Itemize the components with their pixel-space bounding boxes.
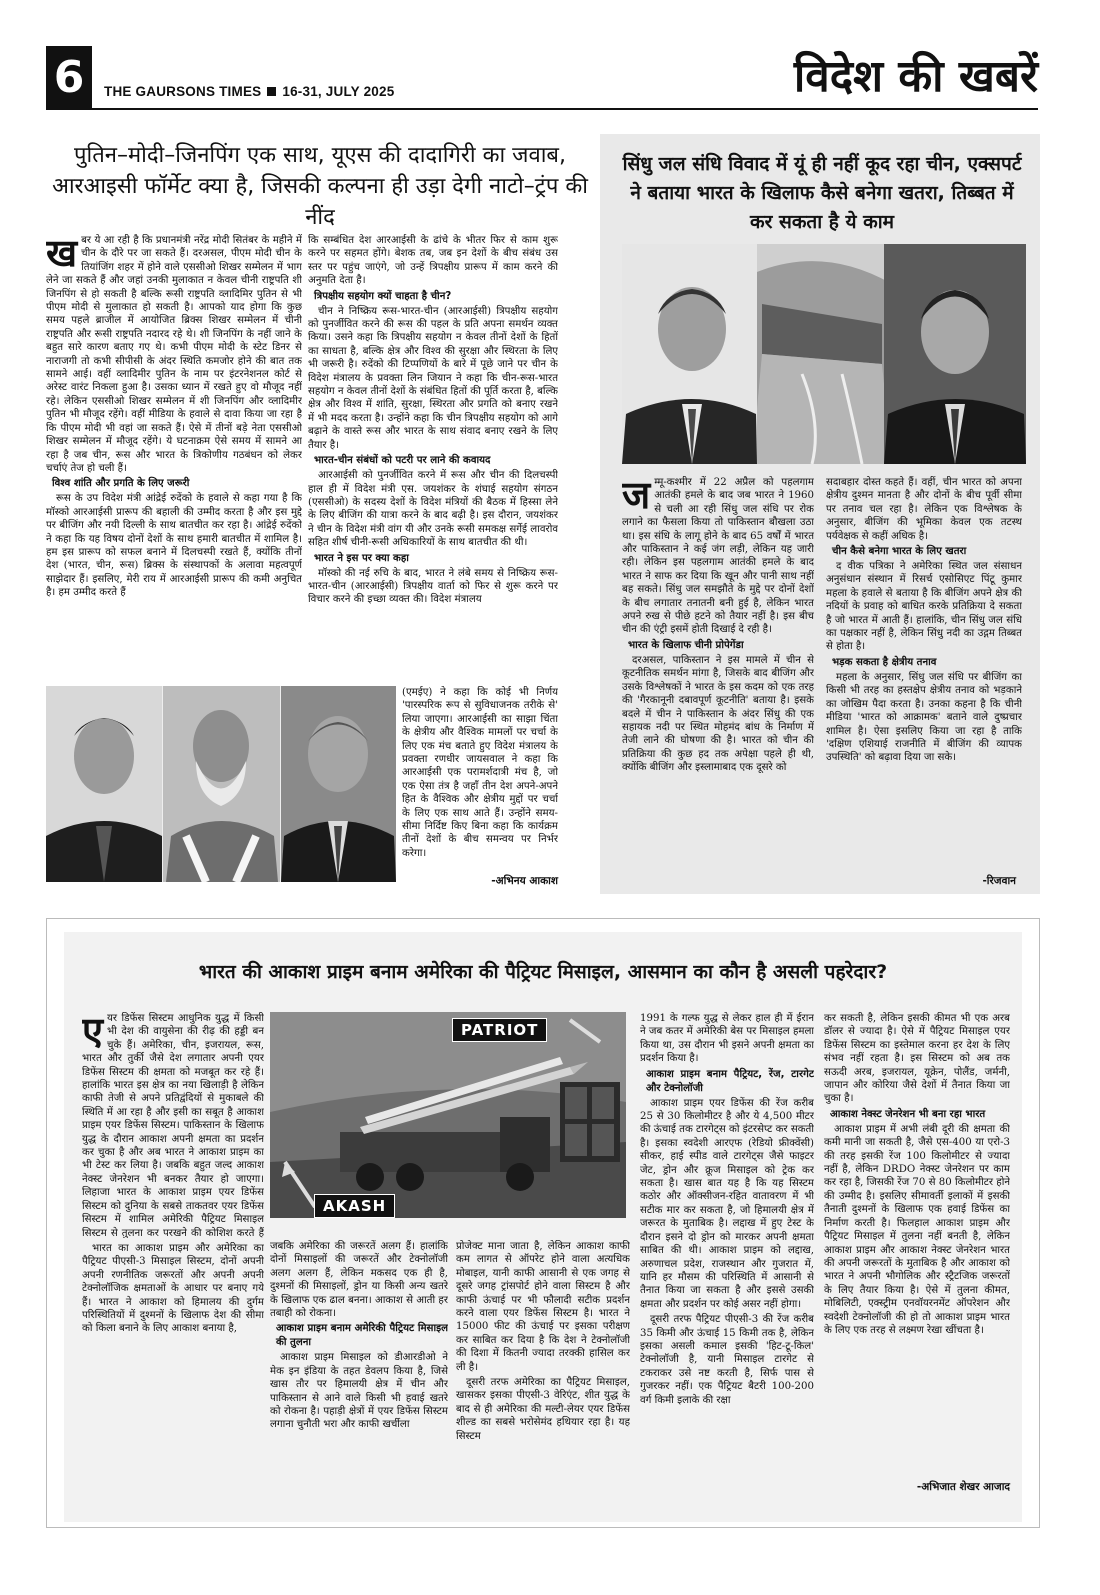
article2-paragraph: महला के अनुसार, सिंधु जल संधि पर बीजिंग का किसी भी तरह का हस्तक्षेप क्षेत्रीय तनाव को भड़काने का जोखिम पैदा करता है। उनका कहना है कि चीनी मीडिया 'भारत को आक्रामक' बताने वाले दुष्प्रचार शामिल है। ऐसा इसलिए किया जा रहा है ताकि 'दक्षिण एशियाई राजनीति में बीजिंग की व्यापक उपस्थिति' को बढ़ावा दिया जा सके।	[826, 671, 1022, 764]
article1-subheading: भारत-चीन संबंधों को पटरी पर लाने की कवायद	[314, 455, 491, 467]
article3-paragraph: 1991 के गल्फ युद्ध से लेकर हाल ही में ईरान ने जब कतर में अमेरिकी बेस पर मिसाइल हमला किया था, उस दौरान भी इसने अपनी क्षमता का प्रदर्शन किया है।	[640, 1013, 814, 1065]
article3-subheading: आकाश प्राइम बनाम अमेरिकी पैट्रियट मिसाइल की तुलना	[276, 1323, 448, 1349]
article2-byline: -रिजवान	[982, 875, 1016, 887]
article2-subheading: भड़क सकता है क्षेत्रीय तनाव	[832, 656, 937, 668]
article1-column-2	[308, 234, 558, 680]
article1-byline: -अभिनय आकाश	[491, 875, 558, 887]
article1-subheading: विश्व शांति और प्रगति के लिए जरूरी	[52, 478, 190, 490]
article3-paragraph: यर डिफेंस सिस्टम आधुनिक युद्ध में किसी भी देश की वायुसेना की रीढ़ की हड्डी बन चुके हैं। अमेरिका, चीन, इजरायल, रूस, भारत और तुर्की जैसे देश लगातार अपनी एयर डिफेंस सिस्टम की क्षमता को मजबूत कर रहे हैं। हालांकि भारत इस क्षेत्र का नया खिलाड़ी है लेकिन काफी तेजी से अपने प्रतिद्वंदियों से मुकाबले की स्थिति में आ रहा है और इसी का सबूत है आकाश प्राइम एयर डिफेंस सिस्टम। पाकिस्तान के खिलाफ युद्ध के दौरान आकाश अपनी क्षमता का प्रदर्शन कर चुका है और अब भारत ने आकाश प्राइम का भी टेस्ट कर लिया है। जबकि बहुत जल्द आकाश नेक्स्ट जेनरेशन भी बनकर तैयार हो जाएगा। लिहाजा भारत के आकाश प्राइम एयर डिफेंस सिस्टम को दुनिया के सबसे ताकतवर एयर डिफेंस सिस्टम में शामिल अमेरिकी पैट्रियट मिसाइल सिस्टम से तुलना कर परखने की कोशिश करते हैं	[82, 1013, 264, 1238]
article3-byline: -अभिजात शेखर आजाद	[916, 1481, 1010, 1493]
article2-subheading: भारत के खिलाफ चीनी प्रोपेगेंडा	[628, 639, 744, 651]
article1-paragraph: कि सम्बंधित देश आरआईसी के ढांचे के भीतर फिर से काम शुरू करने पर सहमत होंगे। बेशक तब, जब इन देशों के बीच संबंध उस स्तर पर पहुंच जाएंगे, जो उन्हें त्रिपक्षीय प्रारूप में काम करने की अनुमति देता है।	[308, 235, 558, 287]
article2-paragraph: सदाबहार दोस्त कहते हैं। वहीं, चीन भारत को अपना क्षेत्रीय दुश्मन मानता है और दोनों के बीच पूर्वी सीमा पर तनाव चल रहा है। लेकिन एक विश्लेषक के अनुसार, बीजिंग की भूमिका केवल एक तटस्थ पर्यवेक्षक से कहीं अधिक है।	[826, 477, 1022, 542]
article2-paragraph: दरअसल, पाकिस्तान ने इस मामले में चीन से कूटनीतिक समर्थन मांगा है, जिसके बाद बीजिंग और उसके विश्लेषकों ने भारत के इस कदम को एक तरह की 'गैरकानूनी दबावपूर्ण कूटनीति' बताया है। इसके बदले में चीन ने पाकिस्तान के अंदर सिंधु की एक सहायक नदी पर स्थित मोहमंद बांध के निर्माण में तेजी लाने की घोषणा की है। भारत को चीन की प्रतिक्रिया की कुछ हद तक अपेक्षा पहले ही थी, क्योंकि बीजिंग और इस्लामाबाद एक दूसरे को	[622, 654, 814, 774]
article2-photo-collage	[622, 244, 1026, 464]
article1-headline: पुतिन–मोदी–जिनपिंग एक साथ, यूएस की दादागिरी का जवाब, आरआइसी फॉर्मेट क्या है, जिसकी कल्पना ही उड़ा देगी नाटो–ट्रंप की नींद	[52, 143, 588, 230]
article1-column-2b	[402, 686, 558, 872]
article1-subheading: भारत ने इस पर क्या कहा	[314, 552, 409, 564]
article2-headline: सिंधु जल संधि विवाद में यूं ही नहीं कूद रहा चीन, एक्सपर्ट ने बताया भारत के खिलाफ कैसे बनेगा खतरा, तिब्बत में कर सकता है ये काम	[622, 153, 1022, 233]
page-number: 6	[46, 46, 92, 108]
article3-dropcap: ए	[82, 1012, 104, 1053]
article1-dropcap: ख	[46, 234, 78, 275]
article2-subheading: चीन कैसे बनेगा भारत के लिए खतरा	[832, 546, 967, 558]
article1-paragraph: चीन ने निष्क्रिय रूस-भारत-चीन (आरआईसी) त्रिपक्षीय सहयोग को पुनर्जीवित करने की रूस की पहल के प्रति अपना समर्थन व्यक्त किया। उसने कहा कि त्रिपक्षीय सहयोग न केवल तीनों देशों के हितों का साधता है, बल्कि क्षेत्र और विश्व की सुरक्षा और स्थिरता के लिए भी जरूरी है। रुदेंको की टिप्पणियों के बारे में पूछे जाने पर चीन के विदेश मंत्रालय के प्रवक्ता लिन जियान ने कहा कि चीन-रूस-भारत सहयोग न केवल तीनों देशों के संबंधित हितों की पूर्ति करता है, बल्कि क्षेत्र और विश्व में शांति, सुरक्षा, स्थिरता और प्रगति को बनाए रखने में भी मदद करता है। उन्होंने कहा कि चीन त्रिपक्षीय सहयोग को आगे बढ़ाने के वास्ते रूस और भारत के साथ संवाद बनाए रखने के लिए तैयार है।	[308, 305, 558, 451]
article3-column-3	[456, 1240, 630, 1502]
article3-column-4	[640, 1012, 814, 1502]
article1-column-1	[46, 234, 302, 680]
article1-subheading: त्रिपक्षीय सहयोग क्यों चाहता है चीन?	[314, 290, 452, 302]
article3-column-5	[824, 1012, 1010, 1474]
article3-photo-missiles	[270, 1012, 626, 1218]
article3-paragraph: दूसरी तरफ पैट्रियट पीएसी-3 की रेंज करीब 35 किमी और ऊंचाई 15 किमी तक है, लेकिन इसका असली कमाल इसकी 'हिट-टू-किल' टेक्नोलॉजी है, यानी मिसाइल टारगेट से टकराकर उसे नष्ट करती है, सिर्फ पास से गुजरकर नहीं। एक पैट्रियट बैटरी 100-200 वर्ग किमी इलाके की रक्षा	[640, 1314, 814, 1406]
article1-paragraph: (एमईए) ने कहा कि कोई भी निर्णय 'पारस्परिक रूप से सुविधाजनक तरीके से' लिया जाएगा। आरआईसी का साझा चिंता के क्षेत्रीय और वैश्विक मामलों पर चर्चा के लिए एक मंच बताते हुए विदेश मंत्रालय के प्रवक्ता रणधीर जायसवाल ने कहा कि आरआईसी एक परामर्शदात्री मंच है, जो एक ऐसा तंत्र है जहाँ तीन देश अपने-अपने हित के वैश्विक और क्षेत्रीय मुद्दों पर चर्चा के लिए एक साथ आते हैं। उन्होंने समय-सीमा निर्दिष्ट किए बिना कहा कि कार्यक्रम तीनों देशों के बीच समन्वय पर निर्भर करेगा।	[402, 687, 558, 859]
publication-name: THE GAURSONS TIMES	[104, 84, 262, 99]
article1-photo-leaders	[46, 686, 396, 882]
article3-paragraph: प्रोजेक्ट माना जाता है, लेकिन आकाश काफी कम लागत से ऑपरेट होने वाला अत्यधिक मोबाइल, यानी काफी आसानी से एक जगह से दूसरे जगह ट्रांसपोर्ट होने वाला सिस्टम है और काफी ऊंचाई पर भी फौलादी सटीक प्रदर्शन करने वाला एयर डिफेंस सिस्टम है। भारत ने 15000 फीट की ऊंचाई पर इसका परीक्षण कर साबित कर दिया है कि देश ने टेक्नोलॉजी की दिशा में कितनी ज्यादा तरक्की हासिल कर ली है।	[456, 1241, 630, 1373]
article2-column-2	[826, 476, 1022, 872]
article2-dropcap: ज	[622, 476, 651, 517]
article3-subheading: आकाश नेक्स्ट जेनरेशन भी बना रहा भारत	[830, 1108, 986, 1120]
article3-paragraph: आकाश प्राइम एयर डिफेंस की रेंज करीब 25 से 30 किलोमीटर है और ये 4,500 मीटर की ऊंचाई तक टारगेट्स को इंटरसेप्ट कर सकती है। इसका स्वदेशी आरएफ (रेडियो फ्रीक्वेंसी) सीकर, हाई स्पीड वाले टारगेट्स जैसे फाइटर जेट, ड्रोन और क्रूज मिसाइल को ट्रेक कर सकता है। खास बात यह है कि यह सिस्टम कठोर और ऑक्सीजन-रहित वातावरण में भी सटीक मार कर सकता है, जो हिमालयी क्षेत्र में जरूरत के मुताबिक है। लद्दाख में हुए टेस्ट के दौरान इसने दो ड्रोन को मारकर अपनी क्षमता साबित की थी। आकाश प्राइम को लद्दाख, अरुणाचल प्रदेश, राजस्थान और गुजरात में, यानि हर मौसम की परिस्थिति में आसानी से तैनात किया जा सकता है और इससे उसकी क्षमता और प्रदर्शन पर कोई असर नहीं होगा।	[640, 1097, 814, 1310]
article3-paragraph: कर सकती है, लेकिन इसकी कीमत भी एक अरब डॉलर से ज्यादा है। ऐसे में पैट्रियट मिसाइल एयर डिफेंस सिस्टम का इस्तेमाल करना हर देश के लिए संभव नहीं रहता है। इस सिस्टम को अब तक सऊदी अरब, इजरायल, यूक्रेन, पोलैंड, जर्मनी, जापान और कोरिया जैसे देशों में तैनात किया जा चुका है।	[824, 1013, 1010, 1105]
missile-illustration	[270, 1012, 626, 1218]
article3-paragraph: आकाश प्राइम में अभी लंबी दूरी की क्षमता की कमी मानी जा सकती है, जैसे एस-400 या एरो-3 की तरह इसकी रेंज 100 किलोमीटर से ज्यादा नहीं है, लेकिन DRDO नेक्स्ट जेनरेशन पर काम कर रहा है, जिसकी रेंज 70 से 80 किलोमीटर होने की उम्मीद है। इसलिए सीमावर्ती इलाकों में इसकी तैनाती दुश्मनों के खिलाफ एक हवाई डिफेंस का निर्माण करती है। फिलहाल आकाश प्राइम और पैट्रियट मिसाइल में तुलना नहीं बनती है, लेकिन आकाश प्राइम और आकाश नेक्स्ट जेनरेशन भारत की अपनी जरूरतों के मुताबिक है और आकाश को भारत ने अपनी भौगोलिक और स्ट्रैटजिक जरूरतों के लिए तैयार किया है। ऐसे में तुलना कीमत, मोबिलिटी, एक्स्ट्रीम एनवॉयरनमेंट ऑपरेशन और स्वदेशी टेक्नोलॉजी की हो तो आकाश प्राइम भारत के लिए एक तरह से लक्ष्मण रेखा खींचता है।	[824, 1123, 1010, 1336]
article3-paragraph: जबकि अमेरिका की जरूरतें अलग हैं। हालांकि दोनों मिसाइलों की जरूरतें और टेक्नोलॉजी अलग अलग हैं, लेकिन मकसद एक ही है, दुश्मनों की मिसाइलों, ड्रोन या किसी अन्य खतरे के खिलाफ एक ढाल बनना। आकाश से आती हर तबाही को रोकना।	[270, 1241, 448, 1320]
article3-column-2	[270, 1240, 448, 1502]
leaders-photo-illustration	[46, 686, 396, 882]
issue-date: 16-31, JULY 2025	[282, 84, 395, 99]
article2-paragraph: म्मू-कश्मीर में 22 अप्रैल को पहलगाम आतंकी हमले के बाद जब भारत ने 1960 से चली आ रही सिंधु जल संधि पर रोक लगाने का फैसला किया तो पाकिस्तान बौखला उठा था। इस संधि के लागू होने के बाद 65 वर्षों में भारत और पाकिस्तान ने कई जंग लड़ी, लेकिन यह जारी रही। लेकिन इस पहलगाम आतंकी हमले के बाद भारत ने साफ कर दिया कि खून और पानी साथ नहीं बह सकते। सिंधु जल समझौते के मुद्दे पर दोनों देशों के बीच लगातार तनातनी बनी हुई है, लेकिन भारत अपने रुख से पीछे हटने को तैयार नहीं है। इस बीच चीन की एंट्री इसमें होती दिखाई दे रही है।	[622, 477, 814, 636]
article3-subheading: आकाश प्राइम बनाम पैट्रियट, रेंज, टारगेट और टेक्नोलॉजी	[646, 1068, 814, 1094]
article2-paragraph: द वीक पत्रिका ने अमेरिका स्थित जल संसाधन अनुसंधान संस्थान में रिसर्च एसोसिएट पिंटू कुमार महला के हवाले से बताया है कि बीजिंग अपने क्षेत्र की नदियों के प्रवाह को बाधित करके प्रतिक्रिया दे सकता है जो भारत में आती हैं। हालांकि, चीन सिंधु जल संधि का पक्षकार नहीं है, लेकिन सिंधु नदी का उद्गम तिब्बत से होता है।	[826, 561, 1022, 653]
article1-paragraph: रूस के उप विदेश मंत्री आंद्रेई रुदेंको के हवाले से कहा गया है कि मॉस्को आरआईसी प्रारूप की बहाली की उम्मीद करता है और इस मुद्दे पर बीजिंग और नयी दिल्ली के साथ बातचीत कर रहा है। आंद्रेई रुदेंको ने कहा कि यह विषय दोनों देशों के साथ हमारी बातचीत में शामिल है। हम इस प्रारूप को सफल बनाने में दिलचस्पी रखते हैं, क्योंकि तीनों देश (भारत, चीन, रूस) ब्रिक्स के संस्थापकों के अलावा महत्वपूर्ण साझेदार हैं। इसलिए, मेरी राय में आरआईसी प्रारूप की कमी अनुचित है। हम उम्मीद करते हैं	[46, 493, 302, 599]
article3-paragraph: दूसरी तरफ अमेरिका का पैट्रियट मिसाइल, खासकर इसका पीएसी-3 वेरिएंट, शीत युद्ध के बाद से ही अमेरिका की मल्टी-लेयर एयर डिफेंस शील्ड का सबसे भरोसेमंद हथियार रहा है। यह सिस्टम	[456, 1377, 630, 1442]
separator-square	[267, 87, 276, 96]
article3-headline: भारत की आकाश प्राइम बनाम अमेरिका की पैट्रियट मिसाइल, आसमान का कौन है असली पहरेदार?	[198, 961, 888, 983]
article1-paragraph: आरआईसी को पुनर्जीवित करने में रूस और चीन की दिलचस्पी हाल ही में विदेश मंत्री एस. जयशंकर के शंघाई सहयोग संगठन (एससीओ) के सदस्य देशों के विदेश मंत्रियों की बैठक में हिस्सा लेने के लिए बीजिंग की यात्रा करने के बाद बढ़ी है। इस दौरान, जयशंकर ने चीन के विदेश मंत्री वांग यी और उनके रूसी समकक्ष सर्गेई लावरोव सहित शीर्ष चीनी-रूसी अधिकारियों के साथ बातचीत की थी।	[308, 470, 558, 549]
akash-label: AKASH	[314, 1194, 395, 1218]
article2-column-1	[622, 476, 814, 888]
article3-column-1-top	[82, 1012, 264, 1238]
section-title: विदेश की खबरें	[793, 51, 1038, 102]
article3-paragraph: आकाश प्राइम मिसाइल को डीआरडीओ ने मेक इन इंडिया के तहत डेवलप किया है, जिसे खास तौर पर हिमालयी क्षेत्र में चीन और पाकिस्तान से आने वाले किसी भी हवाई खतरे को रोकना है। पहाड़ी क्षेत्रों में एयर डिफेंस सिस्टम लगाना चुनौती भरा और काफी खर्चीला	[270, 1352, 448, 1431]
patriot-label: PATRIOT	[452, 1018, 547, 1042]
article1-paragraph: मॉस्को की नई रुचि के बाद, भारत ने लंबे समय से निष्क्रिय रूस-भारत-चीन (आरआईसी) त्रिपक्षीय वार्ता को फिर से शुरू करने पर विचार करने की इच्छा व्यक्त की। विदेश मंत्रालय	[308, 567, 558, 606]
article3-paragraph: भारत का आकाश प्राइम और अमेरिका का पैट्रियट पीएसी-3 मिसाइल सिस्टम, दोनों अपनी अपनी रणनीतिक जरूरतों और अपनी अपनी टेक्नोलॉजिक क्षमताओं के आधार पर बनाए गये हैं। भारत ने आकाश को हिमालय की दुर्गम परिस्थितियों में दुश्मनों के खिलाफ देश की सीमा को किला बनाने के लिए आकाश बनाया है,	[82, 1243, 264, 1335]
article1-paragraph: बर ये आ रही है कि प्रधानमंत्री नरेंद्र मोदी सितंबर के महीने में चीन के दौरे पर जा सकते हैं। दरअसल, पीएम मोदी चीन के तियांजिंग शहर में होने वाले एससीओ शिखर सम्मेलन में भाग लेने जा सकते हैं और जहां उनकी मुलाकात न केवल चीनी राष्ट्रपति शी जिनपिंग से हो सकती है बल्कि रूसी राष्ट्रपति व्लादिमिर पुतिन से भी पीएम मोदी से मुलाकात हो सकती है। आपको याद होगा कि कुछ समय पहले ब्राजील में आयोजित ब्रिक्स शिखर सम्मेलन में चीनी राष्ट्रपति और रूसी राष्ट्रपति नदारद रहे थे। शी जिनपिंग के नहीं जाने के बहुत सारे कारण बताए गए थे। कभी पीएम मोदी के स्टेट डिनर से नाराजगी तो कभी सीपीसी के अंदर स्थिति कमजोर होने की बात तक सामने आई। वहीं व्लादिमीर पुतिन के नाम पर इंटरनेशनल कोर्ट से अरेस्ट वारंट निकला हुआ है। उसका ध्यान में रखते हुए वो मौजूद नहीं रहे। लेकिन एससीओ शिखर सम्मेलन में शी जिनपिंग और व्लादिमीर पुतिन भी मौजूद रहेंगे। वहीं मीडिया के हवाले से दावा किया जा रहा है कि पीएम मोदी भी वहां जा सकते हैं। ऐसे में तीनों बड़े नेता एससीओ शिखर सम्मेलन में मौजूद रहेंगे। ये घटनाक्रम ऐसे समय में सामने आ रहा है जब चीन, रूस और भारत के त्रिकोणीय गठबंधन को लेकर चर्चाएं तेज हो चली हैं।	[46, 235, 302, 474]
article3-column-1	[82, 1242, 264, 1502]
collage-illustration	[622, 244, 1026, 464]
masthead	[104, 84, 394, 99]
header-rule	[46, 108, 1038, 110]
